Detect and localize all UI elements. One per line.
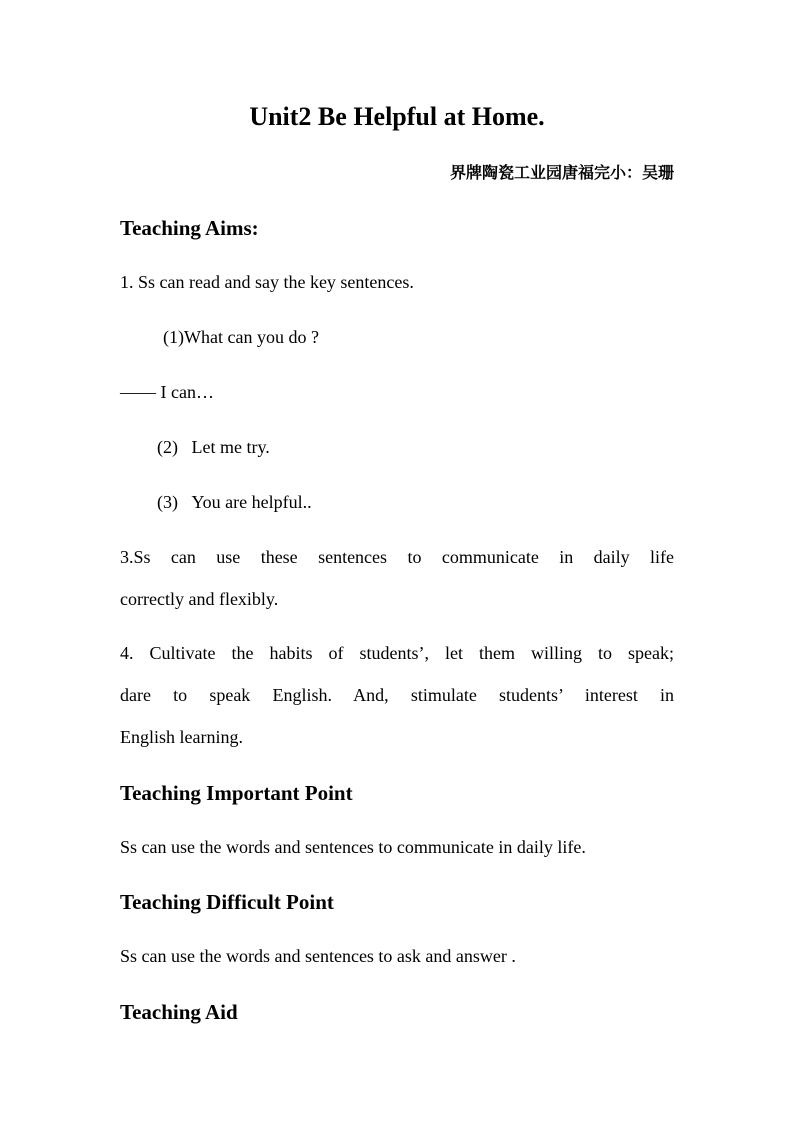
heading-difficult-point: Teaching Difficult Point (120, 890, 334, 914)
aim-item-1: 1. Ss can read and say the key sentences. (120, 272, 414, 292)
aim-item-4-line-1: 4. Cultivate the habits of students’, let them willing to speak; (120, 643, 674, 663)
difficult-point-text: Ss can use the words and sentences to ask and answer . (120, 946, 516, 966)
heading-teaching-aims: Teaching Aims: (120, 216, 259, 240)
key-sentence-2: (2) Let me try. (157, 437, 270, 457)
heading-important-point: Teaching Important Point (120, 781, 353, 805)
author-line: 界牌陶瓷工业园唐福完小：吴珊 (449, 163, 674, 182)
page-title: Unit2 Be Helpful at Home. (249, 102, 545, 131)
aim-item-3-line-2: correctly and flexibly. (120, 589, 279, 609)
key-sentence-1: (1)What can you do ? (163, 327, 319, 347)
important-point-text: Ss can use the words and sentences to communicate in daily life. (120, 837, 586, 857)
key-sentence-3: (3) You are helpful.. (157, 492, 312, 512)
aim-item-4-line-3: English learning. (120, 727, 243, 747)
heading-teaching-aid: Teaching Aid (120, 1000, 238, 1024)
aim-item-4-line-2: dare to speak English. And, stimulate students’ interest in (120, 685, 674, 705)
key-sentence-answer: —— I can… (120, 382, 214, 402)
aim-item-3-line-1: 3.Ss can use these sentences to communicate in daily life (120, 547, 674, 567)
